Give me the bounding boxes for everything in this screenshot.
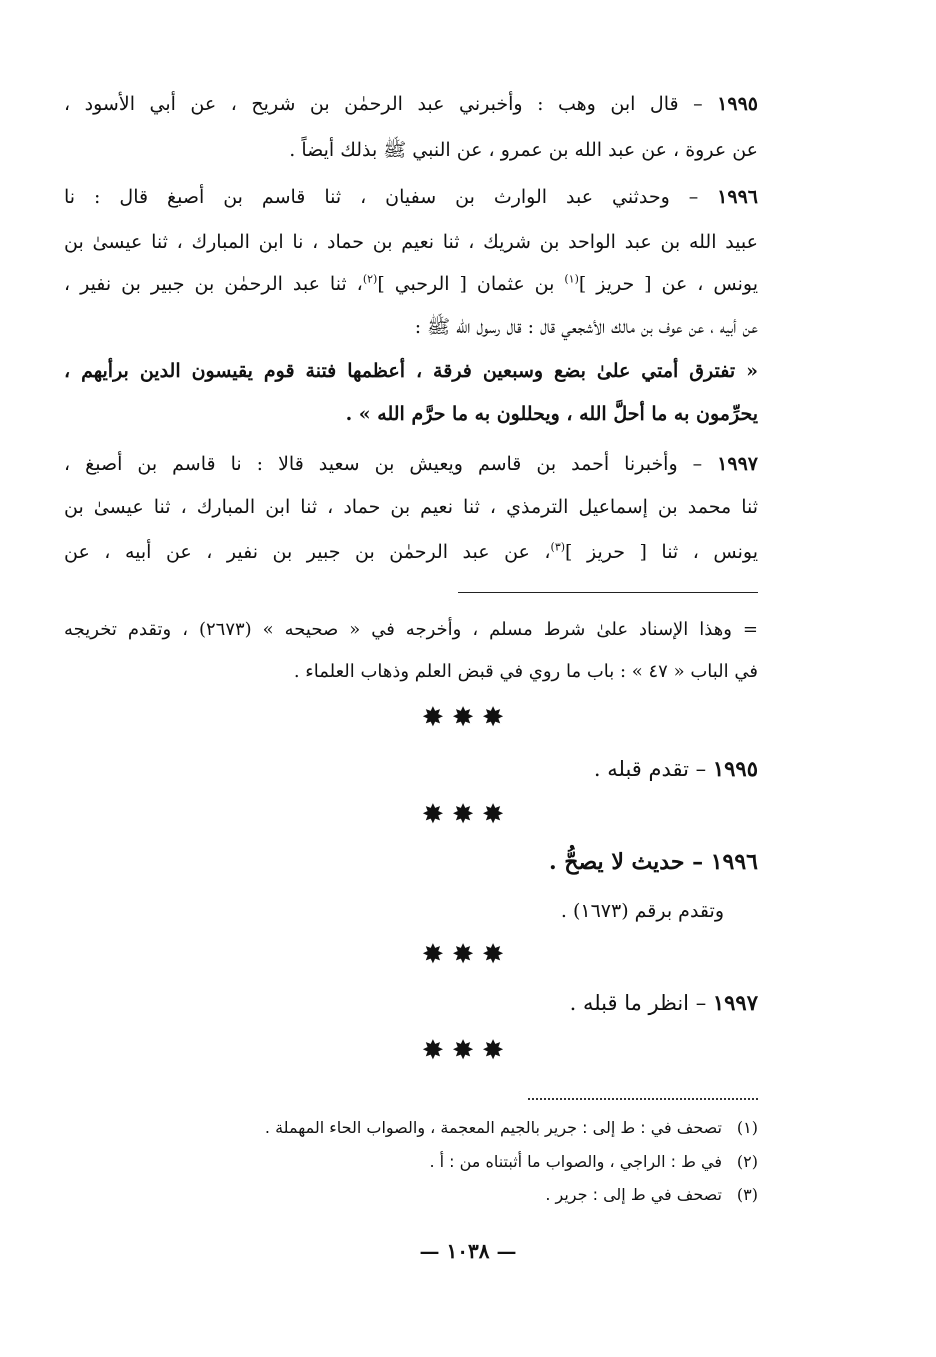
hadith-1996-quote-line-1: « تفترق أمتي علىٰ بضع وسبعين فرقة ، أعظمها فتنة قوم يقيسون الدين برأيهم ،: [64, 360, 758, 382]
page-number: — ١٠٣٨ —: [419, 1239, 517, 1263]
hadith-number: ١٩٩٧: [717, 453, 758, 475]
comment-1997: ١٩٩٧ – انظر ما قبله .: [569, 990, 758, 1015]
hadith-1996-line-4: عن أبيه ، عن عوف بن مالك الأشجعي قال : قال رسول الله ﷺ :: [414, 316, 758, 338]
footnote-separator: [528, 1098, 758, 1100]
footnote-2: (٢)في ط : الراجي ، والصواب ما أثبتناه من : أ .: [429, 1152, 758, 1171]
hadith-1996-line-1: ١٩٩٦ – وحدثني عبد الوارث بن سفيان ، ثنا قاسم بن أصبغ قال : نا: [64, 186, 758, 208]
hadith-number: ١٩٩٦: [717, 186, 758, 208]
star-divider: ✸✸✸: [422, 702, 514, 731]
footnote-ref-3[interactable]: (٣): [550, 540, 566, 554]
hadith-1997-line-3: يونس ، ثنا [ حريز ]$^{(٣)}$، عن عبد الرحمٰن بن جبير بن نفير ، عن أبيه ، عن: [64, 540, 758, 563]
hadith-1995-line-2: عن عروة ، عن عبد الله بن عمرو ، عن النبي ﷺ بذلك أيضاً .: [289, 139, 758, 161]
hadith-1996-line-2: عبيد الله بن عبد الواحد بن شريك ، ثنا نعيم بن حماد ، نا ابن المبارك ، ثنا عيسىٰ بن: [64, 231, 758, 253]
section-separator: [458, 592, 758, 593]
comment-1996: ١٩٩٦ – حديث لا يصحُّ .: [548, 849, 758, 875]
hadith-1997-line-1: ١٩٩٧ – وأخبرنا أحمد بن قاسم ويعيش بن سعيد قالا : نا قاسم بن أصبغ ،: [64, 453, 758, 475]
comment-1995: ١٩٩٥ – تقدم قبله .: [593, 756, 758, 781]
footnote-1: (١)تصحف في : ط إلى : جرير بالجيم المعجمة ، والصواب الحاء المهملة .: [264, 1118, 758, 1137]
hadith-1997-line-2: ثنا محمد بن إسماعيل الترمذي ، ثنا نعيم بن حماد ، ثنا ابن المبارك ، ثنا عيسىٰ بن: [64, 496, 758, 518]
continuation-note-line-2: في الباب « ٤٧ » : باب ما روي في قبض العلم وذهاب العلماء .: [293, 661, 758, 682]
star-divider: ✸✸✸: [422, 939, 514, 968]
hadith-1996-quote-line-2: يحرِّمون به ما أحلَّ الله ، ويحللون به ما حرَّم الله » .: [345, 403, 758, 425]
star-divider: ✸✸✸: [422, 1035, 514, 1064]
continuation-note-line-1: = وهذا الإسناد علىٰ شرط مسلم ، وأخرجه في « صحيحه » (٢٦٧٣) ، وتقدم تخريجه: [64, 619, 758, 640]
hadith-number: ١٩٩٥: [717, 93, 758, 115]
comment-1996-sub: وتقدم برقم (١٦٧٣) .: [560, 900, 724, 922]
footnote-ref-2[interactable]: (٢): [362, 272, 378, 286]
footnote-3: (٣)تصحف في ط إلى : جرير .: [545, 1185, 758, 1204]
hadith-1996-line-3: يونس ، عن [ حريز ]$^{(١)}$ بن عثمان [ الرحبي ]$^{(٢)}$، ثنا عبد الرحمٰن بن جبير بن نفير ،: [64, 272, 758, 295]
footnote-ref-1[interactable]: (١): [564, 272, 579, 286]
star-divider: ✸✸✸: [422, 799, 514, 828]
hadith-1995-line-1: ١٩٩٥ – قال ابن وهب : وأخبرني عبد الرحمٰن بن شريح ، عن أبي الأسود ،: [64, 93, 758, 115]
